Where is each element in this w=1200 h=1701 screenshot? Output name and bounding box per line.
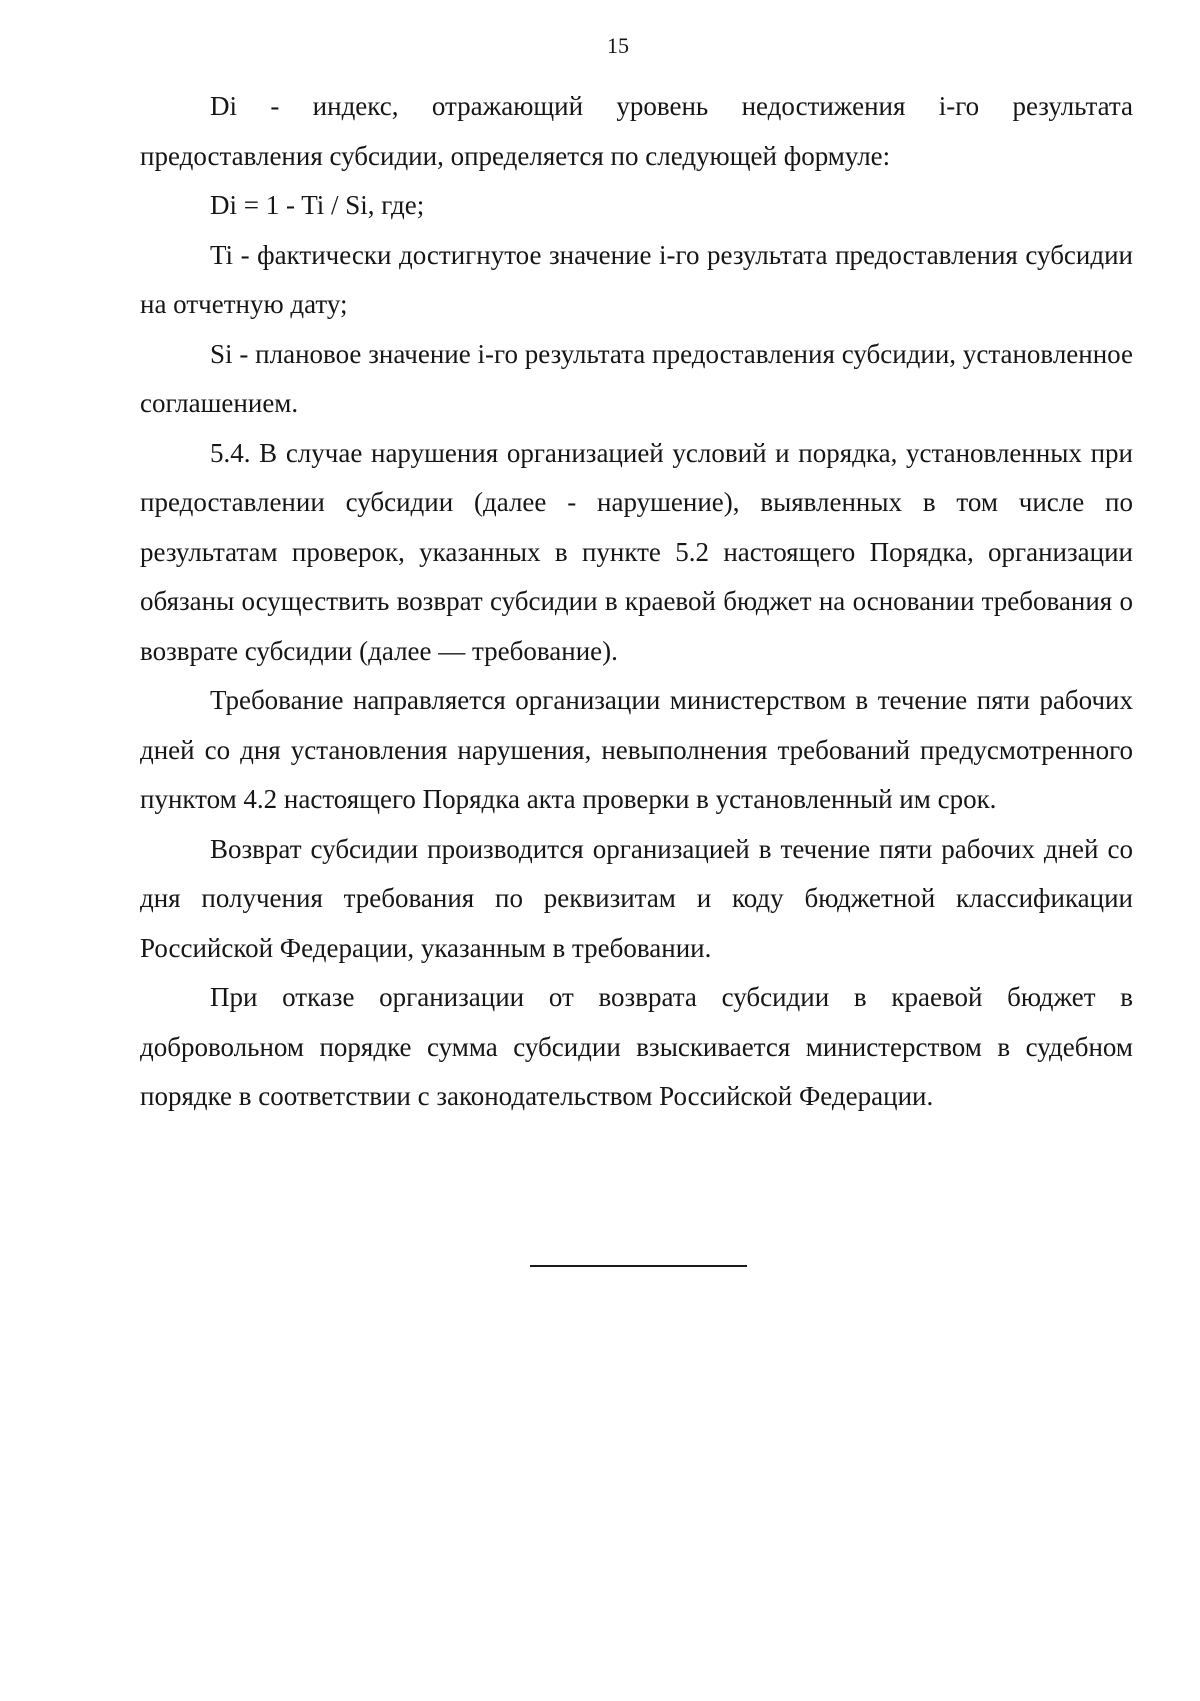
- paragraph-refund: Возврат субсидии производится организацией в течение пяти рабочих дней со дня получения требования по реквизитам и коду бюджетной классификации Российской Федерации, указанным в требовании.: [140, 833, 1133, 963]
- paragraph-clause-5-4: 5.4. В случае нарушения организацией условий и порядка, установленных при предоставлении субсидии (далее - нарушение), выявленных в том числе по результатам проверок, указанных в пункте 5.2 настоящего Порядка, организации обязаны осуществить возврат субсидии в краевой бюджет на основании требования о возврате субсидии (далее — требование).: [140, 437, 1133, 666]
- paragraph-formula: Di = 1 - Ti / Si, где;: [210, 190, 425, 220]
- paragraph-refusal: При отказе организации от возврата субсидии в краевой бюджет в добровольном порядке сумма субсидии взыскивается министерством в судебном порядке в соответствии с законодательством Российской Федерации.: [140, 982, 1133, 1111]
- end-of-text-divider: [530, 1265, 747, 1267]
- paragraph-di-definition: Di - индекс, отражающий уровень недостижения i-го результата предоставления субсидии, определяется по следующей формуле:: [140, 91, 1133, 171]
- paragraph-requirement: Требование направляется организации министерством в течение пяти рабочих дней со дня установления нарушения, невыполнения требований предусмотренного пунктом 4.2 настоящего Порядка акта проверки в установленный им срок.: [140, 685, 1133, 814]
- paragraph-si-definition: Si - плановое значение i-го результата предоставления субсидии, установленное соглашением.: [140, 338, 1133, 418]
- document-body: [140, 82, 1133, 1122]
- page-number: 15: [607, 33, 629, 58]
- paragraph-ti-definition: Ti - фактически достигнутое значение i-го результата предоставления субсидии на отчетную дату;: [140, 239, 1133, 319]
